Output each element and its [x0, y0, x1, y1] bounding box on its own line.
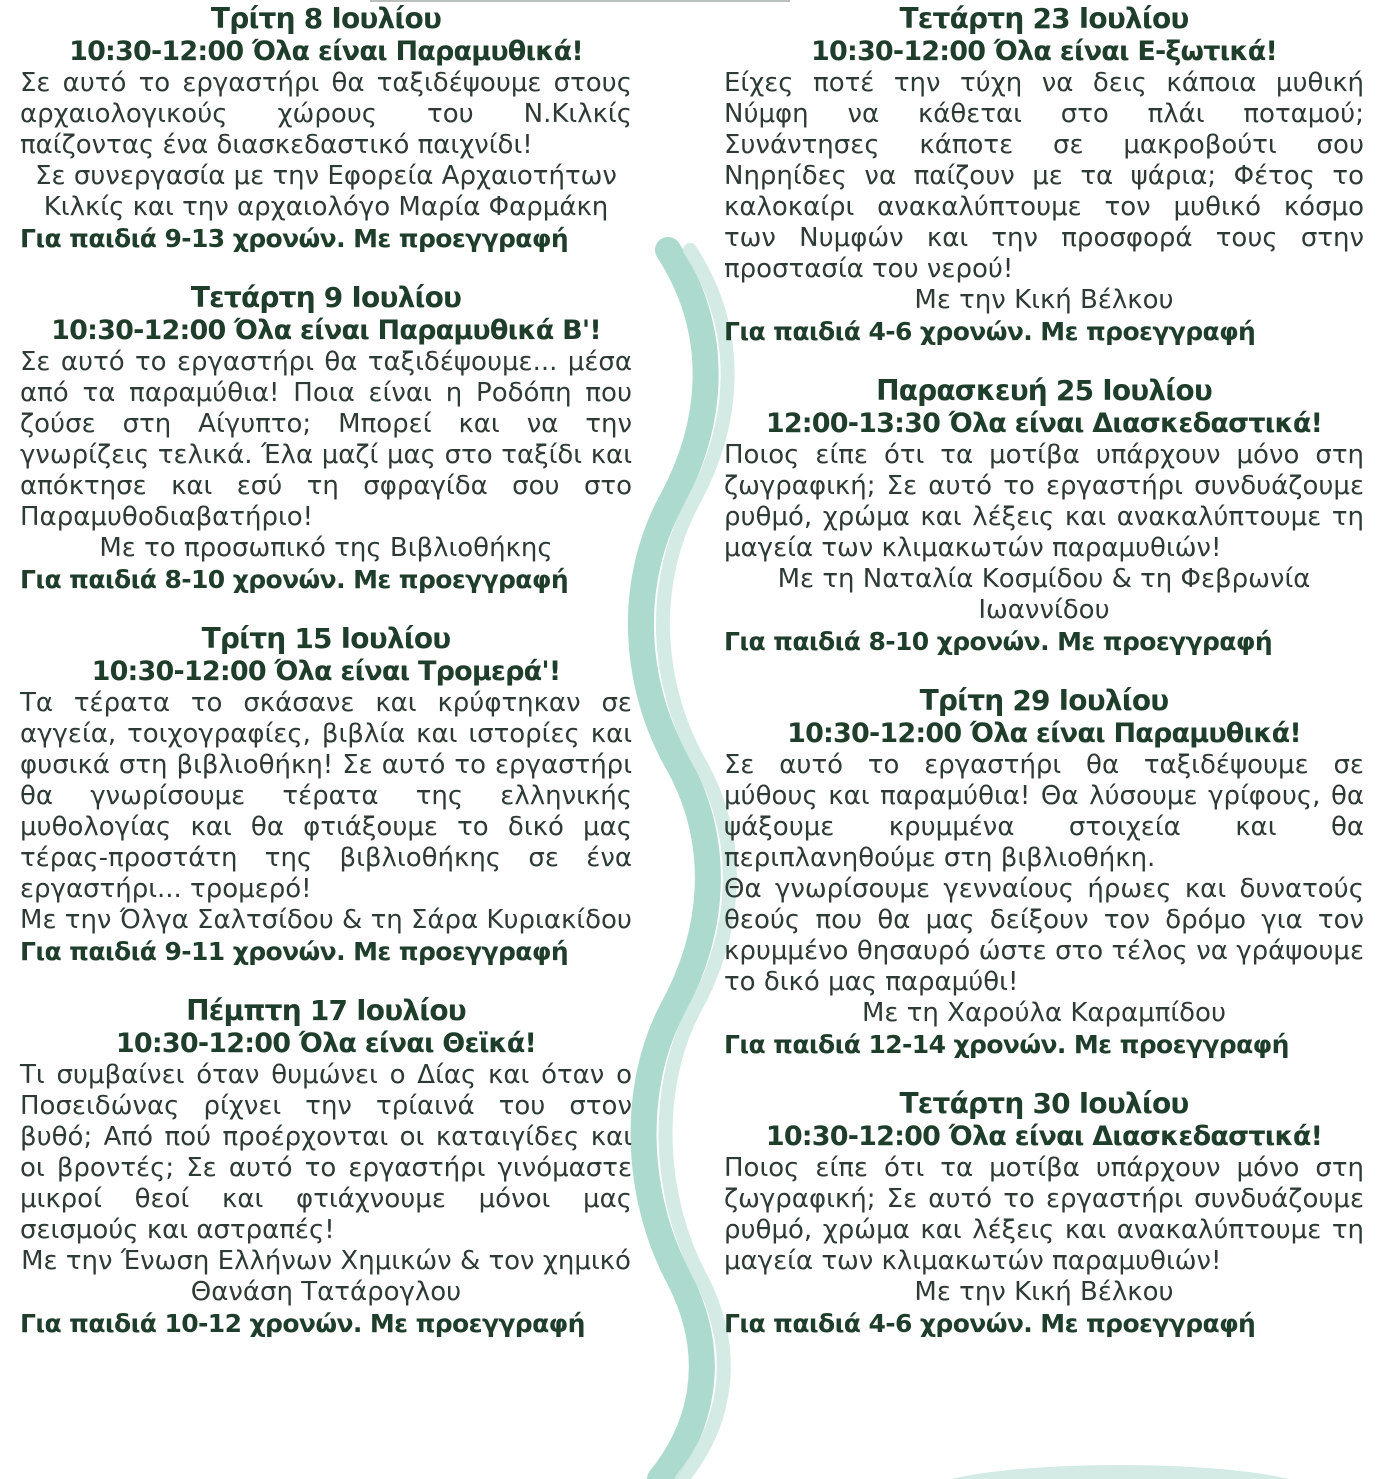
event-date: Πέμπτη 17 Ιουλίου: [186, 994, 466, 1027]
event-audience: Για παιδιά 9-13 χρονών. Με προεγγραφή: [20, 224, 569, 253]
event-date: Τρίτη 15 Ιουλίου: [201, 622, 451, 655]
event-date: Τρίτη 29 Ιουλίου: [919, 684, 1169, 717]
event-date: Παρασκευή 25 Ιουλίου: [876, 374, 1212, 407]
event-title: 10:30-12:00 Όλα είναι Τρομερά'!: [91, 656, 561, 687]
event-host: Με τη Χαρούλα Καραμπίδου: [861, 998, 1227, 1028]
description-paragraph: Σε αυτό το εργαστήρι θα ταξιδέψουμε στους αρχαιολογικούς χώρους του Ν.Κιλκίς παίζοντας ένα διασκεδαστικό παιχνίδι!: [20, 68, 632, 160]
event-audience: Για παιδιά 10-12 χρονών. Με προεγγραφή: [20, 1309, 585, 1338]
event-host: Σε συνεργασία με την Εφορεία Αρχαιοτήτων Κιλκίς και την αρχαιολόγο Μαρία Φαρμάκη: [35, 161, 617, 222]
event-card: [724, 374, 1364, 658]
event-audience: Για παιδιά 8-10 χρονών. Με προεγγραφή: [20, 565, 569, 594]
event-host: Με τη Ναταλία Κοσμίδου & τη Φεβρωνία Ιωαννίδου: [777, 564, 1311, 625]
event-host: Με το προσωπικό της Βιβλιοθήκης: [99, 533, 553, 563]
event-card: [20, 2, 632, 255]
event-audience: Για παιδιά 9-11 χρονών. Με προεγγραφή: [20, 937, 569, 966]
event-card: [20, 994, 632, 1340]
event-date: Τετάρτη 30 Ιουλίου: [899, 1087, 1189, 1120]
event-host: Με την Κική Βέλκου: [914, 1277, 1174, 1307]
event-host: Με την Κική Βέλκου: [914, 285, 1174, 315]
event-card: [20, 281, 632, 596]
event-description: [20, 1060, 632, 1246]
event-title: 10:30-12:00 Όλα είναι Διασκεδαστικά!: [765, 1121, 1323, 1152]
event-host: Με την Όλγα Σαλτσίδου & τη Σάρα Κυριακίδου: [20, 905, 632, 935]
event-audience: Για παιδιά 8-10 χρονών. Με προεγγραφή: [724, 627, 1273, 656]
description-paragraph: Θα γνωρίσουμε γενναίους ήρωες και δυνατούς θεούς που θα μας δείξουν τον δρόμο για τον κρυμμένο θησαυρό ώστε στο τέλος να γράψουμε το δικό μας παραμύθι!: [724, 874, 1364, 997]
event-card: [724, 2, 1364, 348]
event-title: 12:00-13:30 Όλα είναι Διασκεδαστικά!: [765, 408, 1323, 439]
description-paragraph: Τα τέρατα το σκάσανε και κρύφτηκαν σε αγγεία, τοιχογραφίες, βιβλία και ιστορίες και φυσικά στη βιβλιοθήκη! Σε αυτό το εργαστήρι θα γνωρίσουμε τέρατα της ελληνικής μυθολογίας και θα φτιάξουμε το δικό μας τέρας-προστάτη της βιβλιοθήκης σε ένα εργαστήρι... τρομερό!: [20, 688, 632, 904]
description-paragraph: Είχες ποτέ την τύχη να δεις κάποια μυθική Νύμφη να κάθεται στο πλάι ποταμού; Συνάντησες κάποτε σε μακροβούτι σου Νηρηίδες να παίζουν με τα ψάρια; Φέτος το καλοκαίρι ανακαλύπτουμε τον μυθικό κόσμο των Νυμφών και την προσφορά τους στην προστασία του νερού!: [724, 68, 1364, 284]
right-column: [724, 0, 1364, 1354]
event-title: 10:30-12:00 Όλα είναι Ε-ξωτικά!: [810, 36, 1278, 67]
event-audience: Για παιδιά 12-14 χρονών. Με προεγγραφή: [724, 1030, 1289, 1059]
description-paragraph: Σε αυτό το εργαστήρι θα ταξιδέψουμε σε μύθους και παραμύθια! Θα λύσουμε γρίφους, θα ψάξουμε κρυμμένα στοιχεία και θα περιπλανηθούμε στη βιβλιοθήκη.: [724, 750, 1364, 873]
event-description: [724, 750, 1364, 998]
event-description: [724, 440, 1364, 564]
event-description: [724, 1153, 1364, 1277]
event-description: [20, 688, 632, 905]
event-title: 10:30-12:00 Όλα είναι Παραμυθικά Β'!: [51, 315, 601, 346]
event-title: 10:30-12:00 Όλα είναι Παραμυθικά!: [69, 36, 583, 67]
description-paragraph: Τι συμβαίνει όταν θυμώνει ο Δίας και όταν ο Ποσειδώνας ρίχνει την τρίαινά του στον βυθό; Από πού προέρχονται οι καταιγίδες και οι βροντές; Σε αυτό το εργαστήρι γινόμαστε μικροί θεοί και φτιάχνουμε μόνοι μας σεισμούς και αστραπές!: [20, 1060, 632, 1245]
event-card: [724, 1087, 1364, 1340]
description-paragraph: Σε αυτό το εργαστήρι θα ταξιδέψουμε... μέσα από τα παραμύθια! Ποια είναι η Ροδόπη που ζούσε στη Αίγυπτο; Μπορεί και να την γνωρίζεις τελικά. Έλα μαζί μας στο ταξίδι και απόκτησε και εσύ τη σφραγίδα σου στο Παραμυθοδιαβατήριο!: [20, 347, 632, 532]
event-audience: Για παιδιά 4-6 χρονών. Με προεγγραφή: [724, 1309, 1256, 1338]
event-date: Τετάρτη 23 Ιουλίου: [899, 2, 1189, 35]
event-title: 10:30-12:00 Όλα είναι Παραμυθικά!: [787, 718, 1301, 749]
left-column: [20, 0, 632, 1354]
bottom-ornament: [920, 1465, 1320, 1479]
event-card: [724, 684, 1364, 1061]
event-date: Τρίτη 8 Ιουλίου: [210, 2, 442, 35]
event-description: [20, 68, 632, 161]
description-paragraph: Ποιος είπε ότι τα μοτίβα υπάρχουν μόνο στη ζωγραφική; Σε αυτό το εργαστήρι συνδυάζουμε ρυθμό, χρώμα και λέξεις και ανακαλύπτουμε τη μαγεία των κλιμακωτών παραμυθιών!: [724, 1153, 1364, 1276]
event-title: 10:30-12:00 Όλα είναι Θεϊκά!: [115, 1028, 537, 1059]
event-description: [20, 347, 632, 533]
event-card: [20, 622, 632, 968]
event-host: Με την Ένωση Ελλήνων Χημικών & τον χημικό Θανάση Τατάρογλου: [21, 1246, 631, 1307]
event-date: Τετάρτη 9 Ιουλίου: [190, 281, 462, 314]
wave-divider-stroke-1: [641, 250, 708, 1479]
description-paragraph: Ποιος είπε ότι τα μοτίβα υπάρχουν μόνο στη ζωγραφική; Σε αυτό το εργαστήρι συνδυάζουμε ρυθμό, χρώμα και λέξεις και ανακαλύπτουμε τη μαγεία των κλιμακωτών παραμυθιών!: [724, 440, 1364, 563]
event-audience: Για παιδιά 4-6 χρονών. Με προεγγραφή: [724, 317, 1256, 346]
event-description: [724, 68, 1364, 285]
